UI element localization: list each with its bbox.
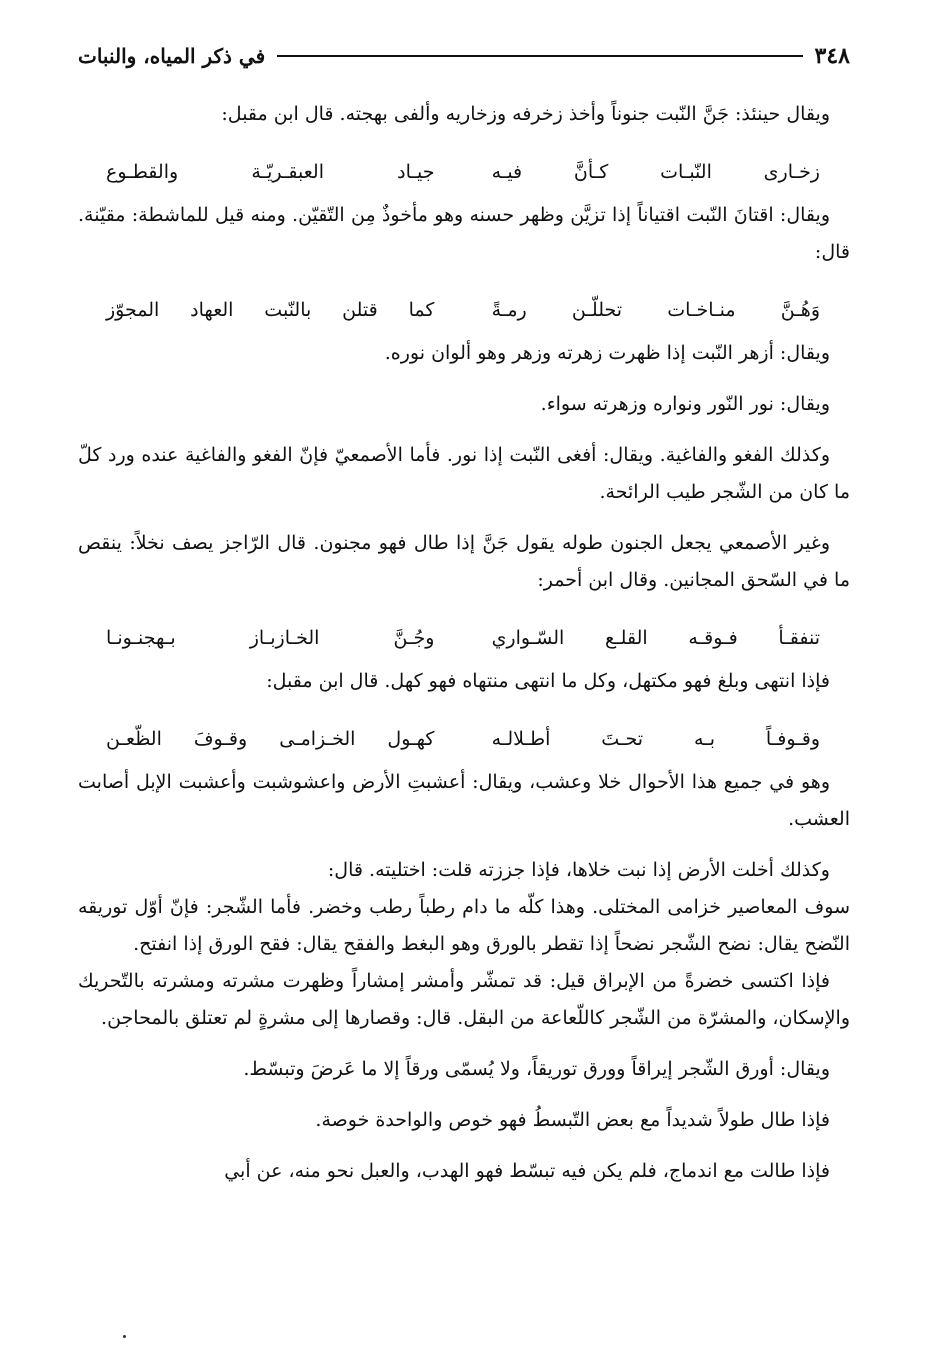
page-header bbox=[78, 38, 850, 74]
paragraph: وكذلك الفغو والفاغية. ويقال: أفغى النّبت إذا نور. فأما الأصمعيّ فإنّ الفغو والفاغية عنده ورد كلّ ما كان من الشّجر طيب الرائحة. bbox=[78, 444, 850, 503]
paragraph: وغير الأصمعي يجعل الجنون طوله يقول جَنَّ إذا طال فهو مجنون. قال الرّاجز يصف نخلاً: ينقص ما في السّحق المجانين. وقال ابن أحمر: bbox=[78, 532, 850, 591]
paragraph: ويقال: اقتانَ النّبت اقتياناً إذا تزيَّن وظهر حسنه وهو مأخوذٌ مِن التّقيّن. ومنه قيل للماشطة: مقيّنة. قال: bbox=[78, 204, 850, 263]
paragraph: ويقال حينئذ: جَنَّ النّبت جنوناً وأخذ زخرفه وزخاريه وألفى بهجته. قال ابن مقبل: bbox=[221, 103, 830, 125]
paragraph: فإذا انتهى وبلغ فهو مكتهل، وكل ما انتهى منتهاه فهو كهل. قال ابن مقبل: bbox=[266, 670, 830, 692]
paragraph: سوف المعاصير خزامى المختلى. وهذا كلّه ما دام رطباً رطب وخضر. فأما الشّجر: فإنّ أوّل توريقه النّضح يقال: نضح الشّجر نضحاً إذا تقطر بالورق وهو البغط والفقح يقال: فقح الورق إذا انفتح. bbox=[78, 896, 850, 955]
paragraph: فإذا طال طولاً شديداً مع بعض التّبسطُ فهو خوص والواحدة خوصة. bbox=[315, 1109, 830, 1131]
verse-second-hemistich: جيـاد العبقـريّـة والقطـوع bbox=[106, 161, 435, 183]
verse-second-hemistich: وجُـنَّ الخـازبـاز بـهجنـونـا bbox=[106, 627, 435, 649]
verse-first-hemistich: تنفقـأ فـوقـه القلـع السّـواري bbox=[491, 627, 820, 649]
paragraph: فإذا طالت مع اندماج، فلم يكن فيه تبسّط فهو الهدب، والعبل نحو منه، عن أبي bbox=[224, 1160, 830, 1182]
paragraph: ويقال: نور النّور ونواره وزهرته سواء. bbox=[540, 393, 830, 415]
verse-first-hemistich: وَهُـنَّ منـاخـات تحللّـن رمـةً bbox=[491, 299, 820, 321]
page-speck bbox=[123, 1335, 126, 1338]
paragraph: وهو في جميع هذا الأحوال خلا وعشب، ويقال: أعشبتِ الأرض واعشوشبت وأعشبت الإبل أصابت العشب. bbox=[78, 771, 850, 830]
paragraph: وكذلك أخلت الأرض إذا نبت خلاها، فإذا جززته قلت: اختليته. قال: bbox=[327, 859, 830, 881]
verse-line bbox=[78, 285, 850, 335]
verse-second-hemistich: كهـول الخـزامـى وقـوفَ الظّعـن bbox=[106, 728, 435, 750]
paragraph: ويقال: أزهر النّبت إذا ظهرت زهرته وزهر وهو ألوان نوره. bbox=[384, 342, 830, 364]
verse-second-hemistich: كما قتلن بالنّبت العهاد المجوّز bbox=[106, 299, 435, 321]
verse-first-hemistich: وقـوفـاً بـه تحـتَ أطـلالـه bbox=[491, 728, 820, 750]
verse-line bbox=[78, 714, 850, 764]
verse-first-hemistich: زخـارى النّبـات كـأنَّ فيـه bbox=[491, 161, 820, 183]
running-title: في ذكر المياه، والنبات bbox=[78, 44, 266, 68]
header-rule bbox=[277, 55, 802, 57]
verse-line bbox=[78, 613, 850, 663]
page-body bbox=[78, 96, 850, 1204]
page-number: ٣٤٨ bbox=[814, 43, 850, 69]
paragraph: ويقال: أورق الشّجر إيراقاً وورق توريقاً، ولا يُسمّى ورقاً إلا ما عَرضَ وتبسّط. bbox=[243, 1058, 830, 1080]
paragraph: فإذا اكتسى خضرةً من الإبراق قيل: قد تمشّر وأمشر إمشاراً وظهرت مشرته ومشرته بالتّحريك والإسكان، والمشرّة من الشّجر كاللّعاعة من البقل. قال: وقصارها إلى مشرةٍ لم تعتلق بالمحاجن. bbox=[78, 970, 850, 1029]
verse-line bbox=[78, 147, 850, 197]
